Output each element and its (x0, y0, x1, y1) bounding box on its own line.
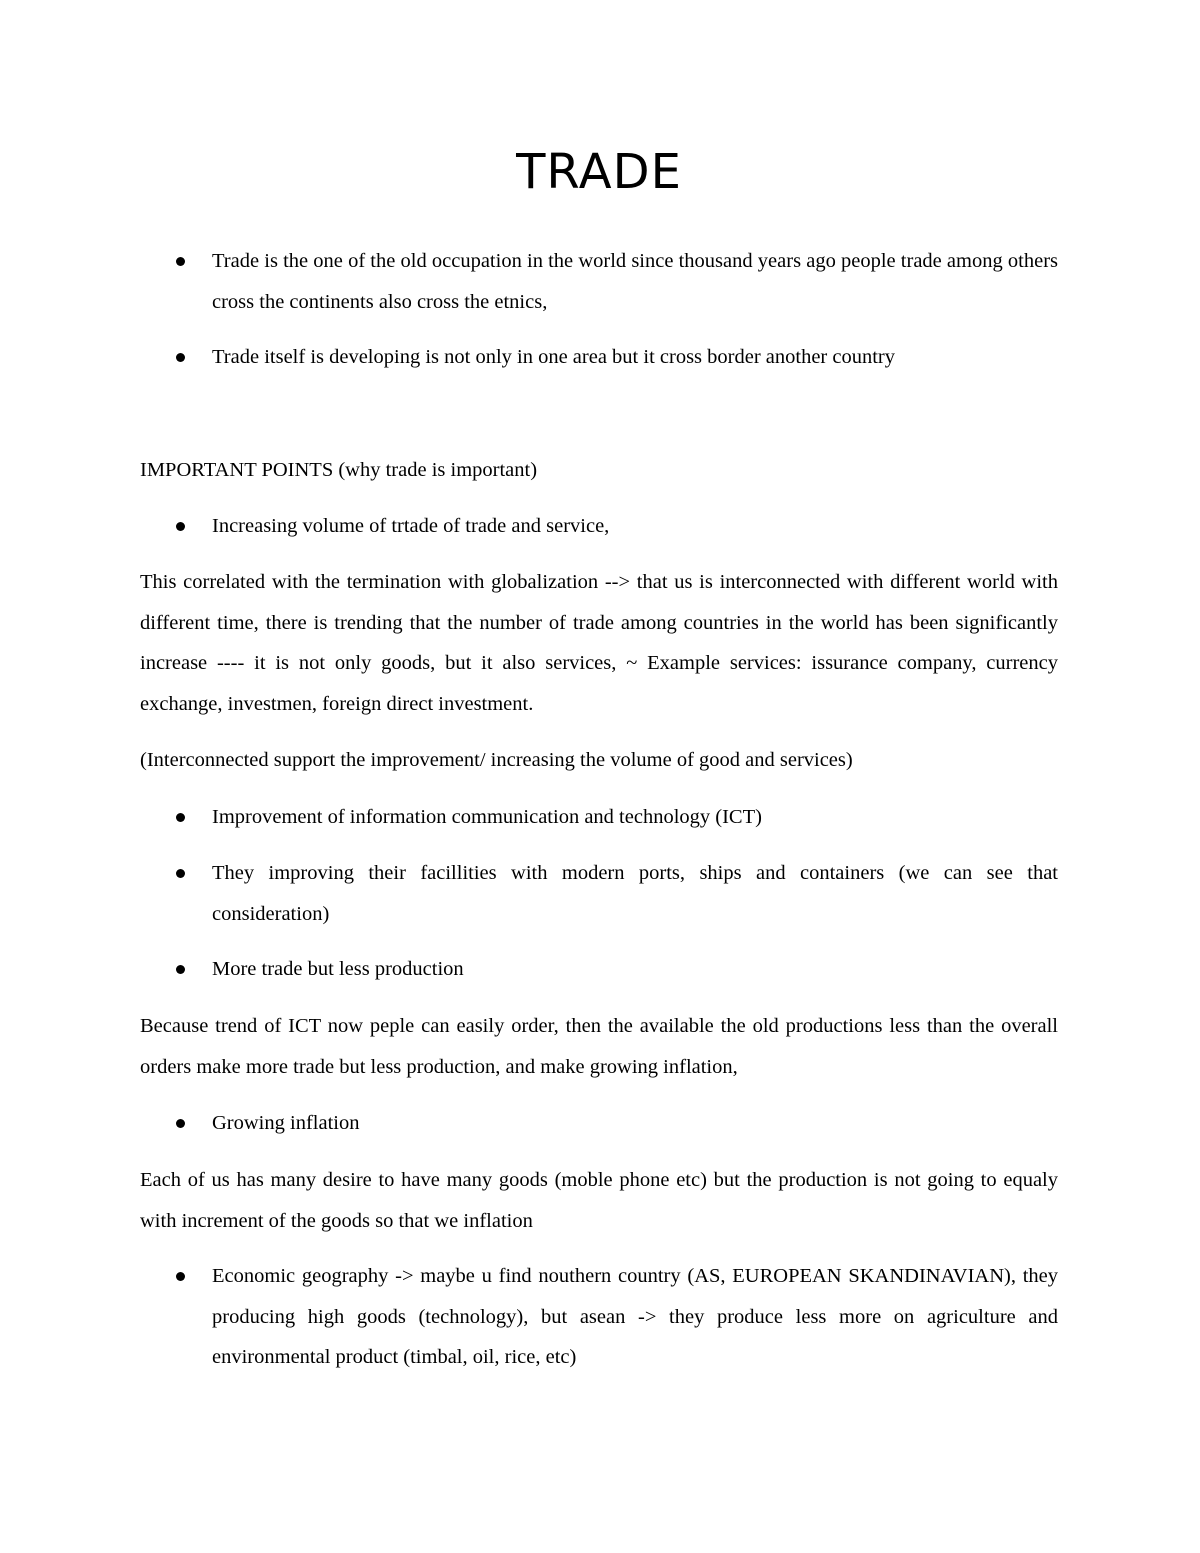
bullet-icon (176, 1272, 185, 1281)
list-item (140, 337, 1058, 378)
list-item (140, 241, 1058, 322)
list-item (140, 853, 1058, 934)
list-item (140, 1103, 1058, 1144)
list-item-text: Growing inflation (212, 1112, 360, 1134)
bullet-icon (176, 353, 185, 362)
section-heading: IMPORTANT POINTS (why trade is important) (140, 459, 538, 481)
list-item-text: More trade but less production (212, 958, 464, 980)
paragraph-globalization: This correlated with the termination with globalization --> that us is interconnected with different world with different time, there is trending that the number of trade among countries in the world has been significantly increase ---- it is not only goods, but it also services, ~ Example services: issurance company, currency exchange, investmen, foreign direct investment. (140, 571, 1058, 715)
bullet-icon (176, 965, 185, 974)
paragraph-each: Each of us has many desire to have many goods (moble phone etc) but the production is not going to equaly with increment of the goods so that we inflation (140, 1169, 1058, 1232)
bullet-icon (176, 1119, 185, 1128)
document-title: TRADE (516, 144, 682, 200)
bullet-icon (176, 869, 185, 878)
bullet-icon (176, 257, 185, 266)
list-item-text: Economic geography -> maybe u find nouthern country (AS, EUROPEAN SKANDINAVIAN), they producing high goods (technology), but asean -> they produce less more on agriculture and environmental product (timbal, oil, rice, etc) (212, 1265, 1058, 1368)
list-item (140, 949, 1058, 990)
list-item-text: They improving their facillities with modern ports, ships and containers (we can see that consideration) (212, 862, 1058, 925)
list-item-text: Trade itself is developing is not only in one area but it cross border another country (212, 346, 895, 368)
paragraph-because: Because trend of ICT now peple can easily order, then the available the old productions less than the overall orders make more trade but less production, and make growing inflation, (140, 1015, 1058, 1078)
paragraph-interconnected: (Interconnected support the improvement/ increasing the volume of good and services) (140, 749, 853, 771)
list-item-text: Increasing volume of trtade of trade and service, (212, 515, 610, 537)
list-item (140, 506, 1058, 547)
list-item-text: Improvement of information communication and technology (ICT) (212, 806, 762, 828)
bullet-icon (176, 522, 185, 531)
list-item-text: Trade is the one of the old occupation in the world since thousand years ago people trade among others cross the continents also cross the etnics, (212, 250, 1058, 313)
list-item (140, 1256, 1058, 1378)
list-item (140, 797, 1058, 838)
bullet-icon (176, 813, 185, 822)
